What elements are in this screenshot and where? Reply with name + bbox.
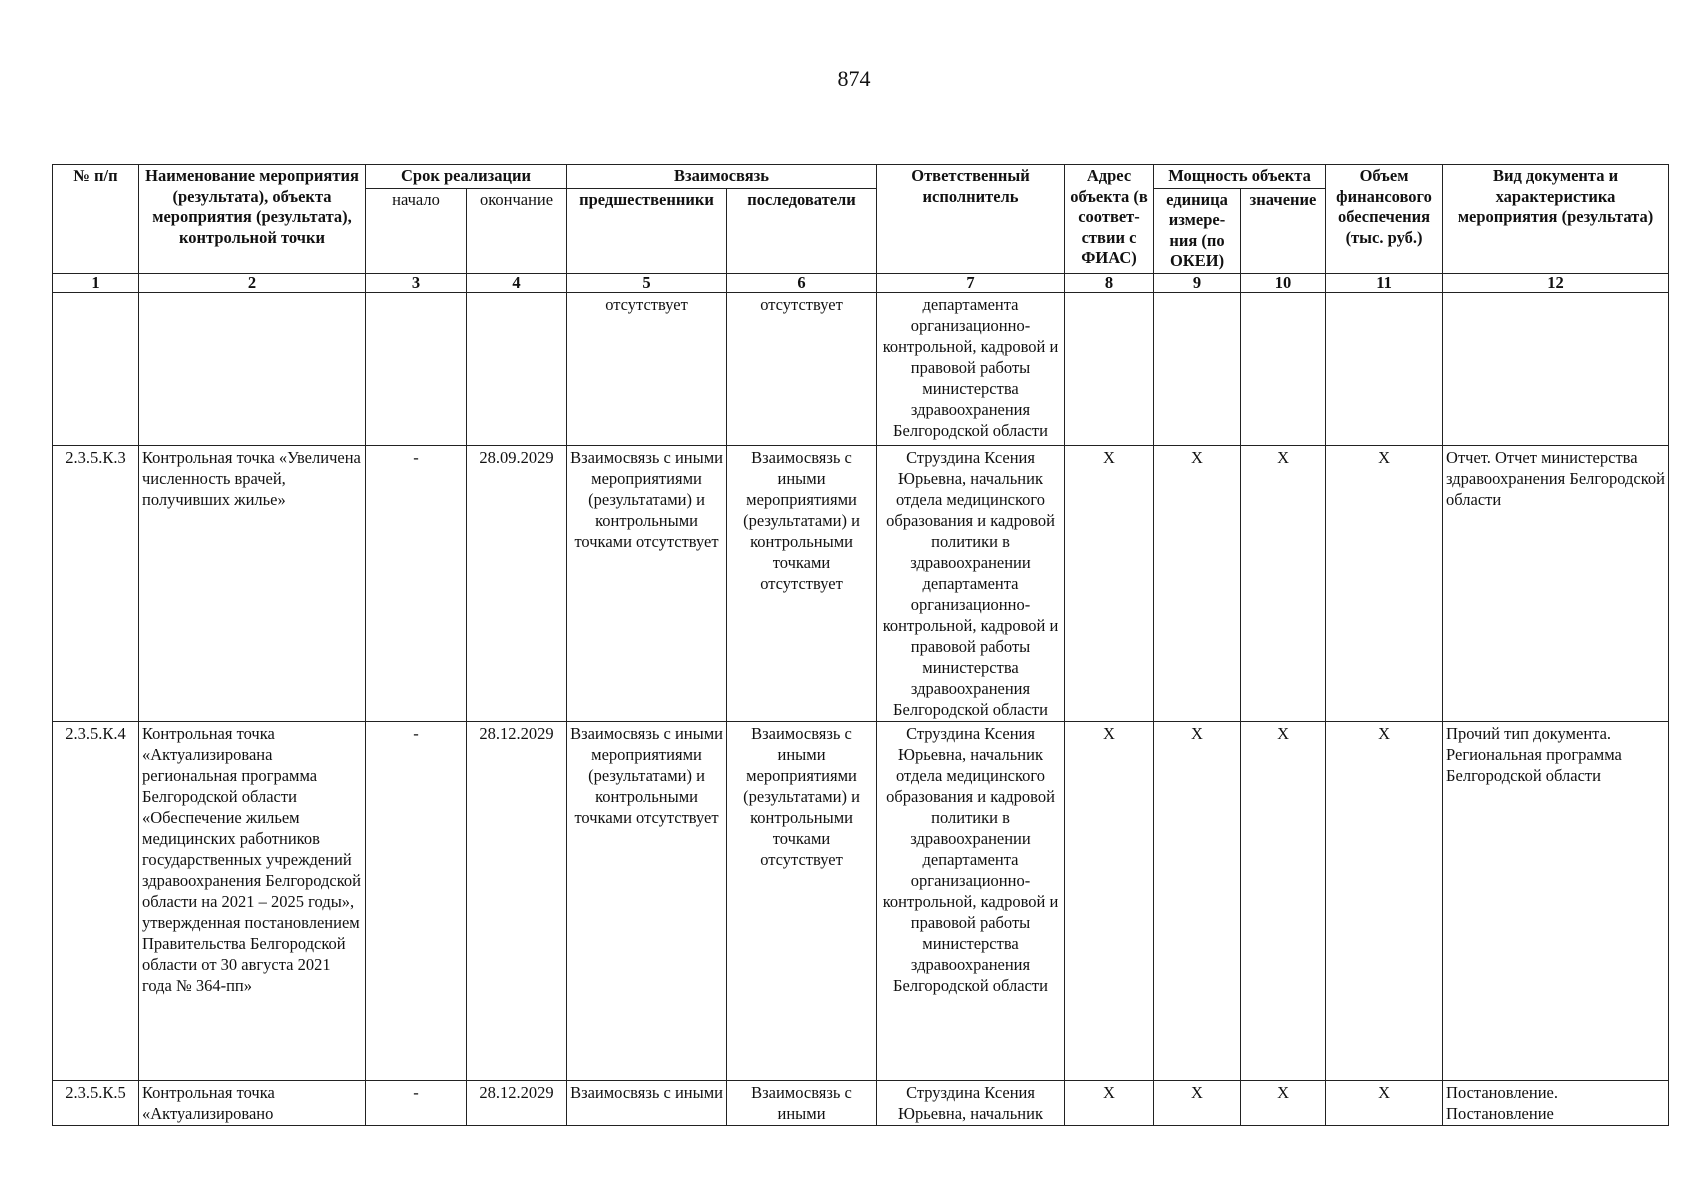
row-successors: Взаимосвязь с иными — [727, 1080, 877, 1125]
row-name: Контрольная точка «Актуализирована региональная программа Белгородской области «Обеспечение жильем медицинских работников государственных учреждений здравоохранения Белгородской области на 2021 – 2025 годы», утвержденная постановлением Правительства Белгородской области от 30 августа 2021 года № 364-пп» — [139, 721, 366, 1080]
row-finance: X — [1326, 721, 1443, 1080]
row-finance: X — [1326, 1080, 1443, 1125]
row-value: X — [1241, 1080, 1326, 1125]
header-end: окончание — [467, 188, 567, 273]
row-start: - — [366, 445, 467, 721]
row-address: X — [1065, 1080, 1154, 1125]
row-successors: отсутствует — [727, 292, 877, 445]
row-unit: X — [1154, 1080, 1241, 1125]
row-successors: Взаимосвязь с иными мероприятиями (результатами) и контрольными точками отсутствует — [727, 721, 877, 1080]
row-responsible: Струздина Ксения Юрьевна, начальник отдела медицинского образования и кадровой политики в здравоохранении департамента организационно-контрольной, кадровой и правовой работы министерства здравоохранения Белгородской области — [877, 721, 1065, 1080]
row-id: 2.3.5.К.4 — [53, 721, 139, 1080]
row-end: 28.12.2029 — [467, 721, 567, 1080]
header-predecessors: предшественники — [567, 188, 727, 273]
row-start: - — [366, 721, 467, 1080]
row-predecessors: Взаимосвязь с иными мероприятиями (результатами) и контрольными точками отсутствует — [567, 721, 727, 1080]
header-name: Наименование мероприятия (результата), объекта мероприятия (результата), контрольной точки — [139, 165, 366, 274]
column-number: 12 — [1443, 273, 1669, 292]
row-document: Постановление. Постановление — [1443, 1080, 1669, 1125]
row-unit — [1154, 292, 1241, 445]
header-link-group: Взаимосвязь — [567, 165, 877, 189]
table-row — [53, 445, 1669, 721]
row-id — [53, 292, 139, 445]
row-end: 28.12.2029 — [467, 1080, 567, 1125]
row-start — [366, 292, 467, 445]
row-responsible: Струздина Ксения Юрьевна, начальник отдела медицинского образования и кадровой политики в здравоохранении департамента организационно-контрольной, кадровой и правовой работы министерства здравоохранения Белгородской области — [877, 445, 1065, 721]
table-row — [53, 292, 1669, 445]
row-document — [1443, 292, 1669, 445]
row-end: 28.09.2029 — [467, 445, 567, 721]
row-successors: Взаимосвязь с иными мероприятиями (результатами) и контрольными точками отсутствует — [727, 445, 877, 721]
header-power-group: Мощность объекта — [1154, 165, 1326, 189]
header-successors: последователи — [727, 188, 877, 273]
row-id: 2.3.5.К.5 — [53, 1080, 139, 1125]
row-predecessors: Взаимосвязь с иными мероприятиями (результатами) и контрольными точками отсутствует — [567, 445, 727, 721]
column-number: 8 — [1065, 273, 1154, 292]
row-unit: X — [1154, 445, 1241, 721]
row-unit: X — [1154, 721, 1241, 1080]
row-address: X — [1065, 721, 1154, 1080]
activities-table — [52, 164, 1669, 1126]
header-start: начало — [366, 188, 467, 273]
column-number: 4 — [467, 273, 567, 292]
row-value: X — [1241, 721, 1326, 1080]
row-start: - — [366, 1080, 467, 1125]
row-responsible: департамента организационно-контрольной, кадровой и правовой работы министерства здравоохранения Белгородской области — [877, 292, 1065, 445]
row-name — [139, 292, 366, 445]
header-unit: единица измере-ния (по ОКЕИ) — [1154, 188, 1241, 273]
row-address: X — [1065, 445, 1154, 721]
row-end — [467, 292, 567, 445]
header-value: значение — [1241, 188, 1326, 273]
table-row — [53, 721, 1669, 1080]
row-address — [1065, 292, 1154, 445]
column-number: 3 — [366, 273, 467, 292]
row-id: 2.3.5.К.3 — [53, 445, 139, 721]
column-number: 2 — [139, 273, 366, 292]
page-number: 874 — [837, 66, 871, 91]
column-numbers-row — [53, 273, 1669, 292]
column-number: 6 — [727, 273, 877, 292]
header-address: Адрес объекта (в соответ-ствии с ФИАС) — [1065, 165, 1154, 274]
header-term-group: Срок реализации — [366, 165, 567, 189]
column-number: 9 — [1154, 273, 1241, 292]
header-document: Вид документа и характеристика мероприятия (результата) — [1443, 165, 1669, 274]
table-header — [53, 165, 1669, 293]
column-number: 5 — [567, 273, 727, 292]
row-predecessors: отсутствует — [567, 292, 727, 445]
row-value: X — [1241, 445, 1326, 721]
column-number: 1 — [53, 273, 139, 292]
column-number: 11 — [1326, 273, 1443, 292]
column-number: 10 — [1241, 273, 1326, 292]
row-document: Отчет. Отчет министерства здравоохранения Белгородской области — [1443, 445, 1669, 721]
row-predecessors: Взаимосвязь с иными — [567, 1080, 727, 1125]
row-finance — [1326, 292, 1443, 445]
row-responsible: Струздина Ксения Юрьевна, начальник — [877, 1080, 1065, 1125]
column-number: 7 — [877, 273, 1065, 292]
header-responsible: Ответственный исполнитель — [877, 165, 1065, 274]
row-finance: X — [1326, 445, 1443, 721]
row-name: Контрольная точка «Увеличена численность врачей, получивших жилье» — [139, 445, 366, 721]
table-row — [53, 1080, 1669, 1125]
row-document: Прочий тип документа. Региональная программа Белгородской области — [1443, 721, 1669, 1080]
row-value — [1241, 292, 1326, 445]
header-number: № п/п — [53, 165, 139, 274]
row-name: Контрольная точка «Актуализировано — [139, 1080, 366, 1125]
header-finance: Объем финансового обеспечения (тыс. руб.) — [1326, 165, 1443, 274]
